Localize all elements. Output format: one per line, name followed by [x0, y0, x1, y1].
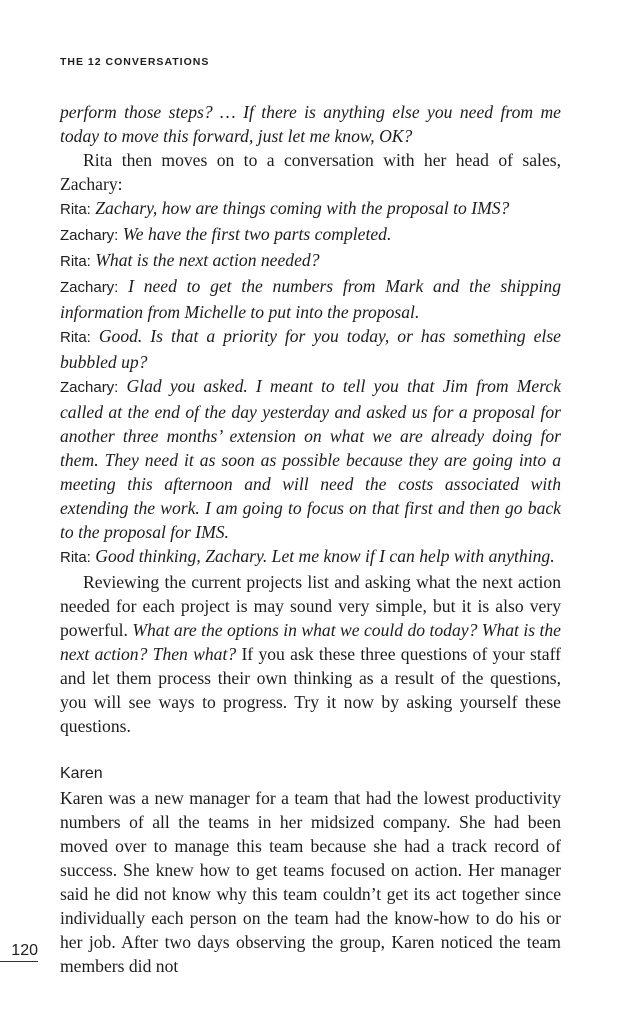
speaker-label: Zachary:: [60, 379, 119, 396]
intro-paragraph: Rita then moves on to a conversation with her head of sales, Zachary:: [60, 150, 561, 194]
dialogue-line: [60, 374, 561, 544]
page-body: [60, 100, 561, 978]
review-text-2: If you ask these three questions of your staff and let them process their own thinking as a result of the questions, you will see ways to progress. Try it now by asking yourself these questions.: [60, 644, 561, 736]
speaker-label: Rita:: [60, 201, 91, 218]
speaker-label: Rita:: [60, 329, 91, 346]
review-text-1: Reviewing the current projects list and asking what the next action needed for each project is may sound very simple, but it is also very powerful.: [60, 572, 561, 640]
dialogue-line: [60, 544, 561, 570]
continuation-paragraph: perform those steps? … If there is anything else you need from me today to move this forward, just let me know, OK?: [60, 102, 561, 146]
speaker-label: Rita:: [60, 549, 91, 566]
dialogue-text: What is the next action needed?: [95, 250, 320, 270]
page-number: 120: [0, 941, 38, 962]
karen-paragraph: Karen was a new manager for a team that had the lowest productivity numbers of all the teams in her midsized company. She had been moved over to manage this team because she had a track record of success. She knew how to get teams focused on action. Her manager said he did not know why this team couldn’t get its act together since individually each person on the team had the know-how to do his or her job. After two days observing the group, Karen noticed the team members did not: [60, 788, 561, 976]
dialogue-text: Zachary, how are things coming with the proposal to IMS?: [95, 198, 510, 218]
dialogue-text: We have the first two parts completed.: [122, 224, 392, 244]
dialogue-text: Good. Is that a priority for you today, or has something else bubbled up?: [60, 326, 561, 372]
review-questions: What are the options in what we could do today? What is the next action? Then what?: [60, 620, 561, 664]
speaker-label: Zachary:: [60, 227, 119, 244]
dialogue-text: Glad you asked. I meant to tell you that Jim from Merck called at the end of the day yesterday and asked us for a proposal for another three months’ extension on what we are already doing for them. They need it as soon as possible because they are going into a meeting this afternoon and will need the costs associated with extending the work. I am going to focus on that first and then go back to the proposal for IMS.: [60, 376, 562, 542]
speaker-label: Zachary:: [60, 279, 119, 296]
dialogue-line: [60, 274, 561, 324]
speaker-label: Rita:: [60, 253, 91, 270]
review-paragraph: [60, 570, 561, 738]
dialogue-line: [60, 248, 561, 274]
running-head: THE 12 CONVERSATIONS: [60, 56, 210, 68]
dialogue-line: [60, 196, 561, 222]
dialogue-line: [60, 222, 561, 248]
dialogue-text: Good thinking, Zachary. Let me know if I can help with anything.: [95, 546, 555, 566]
dialogue-text: I need to get the numbers from Mark and the shipping information from Michelle to put into the proposal.: [60, 276, 562, 322]
section-heading: Karen: [60, 765, 103, 782]
dialogue-line: [60, 324, 561, 374]
